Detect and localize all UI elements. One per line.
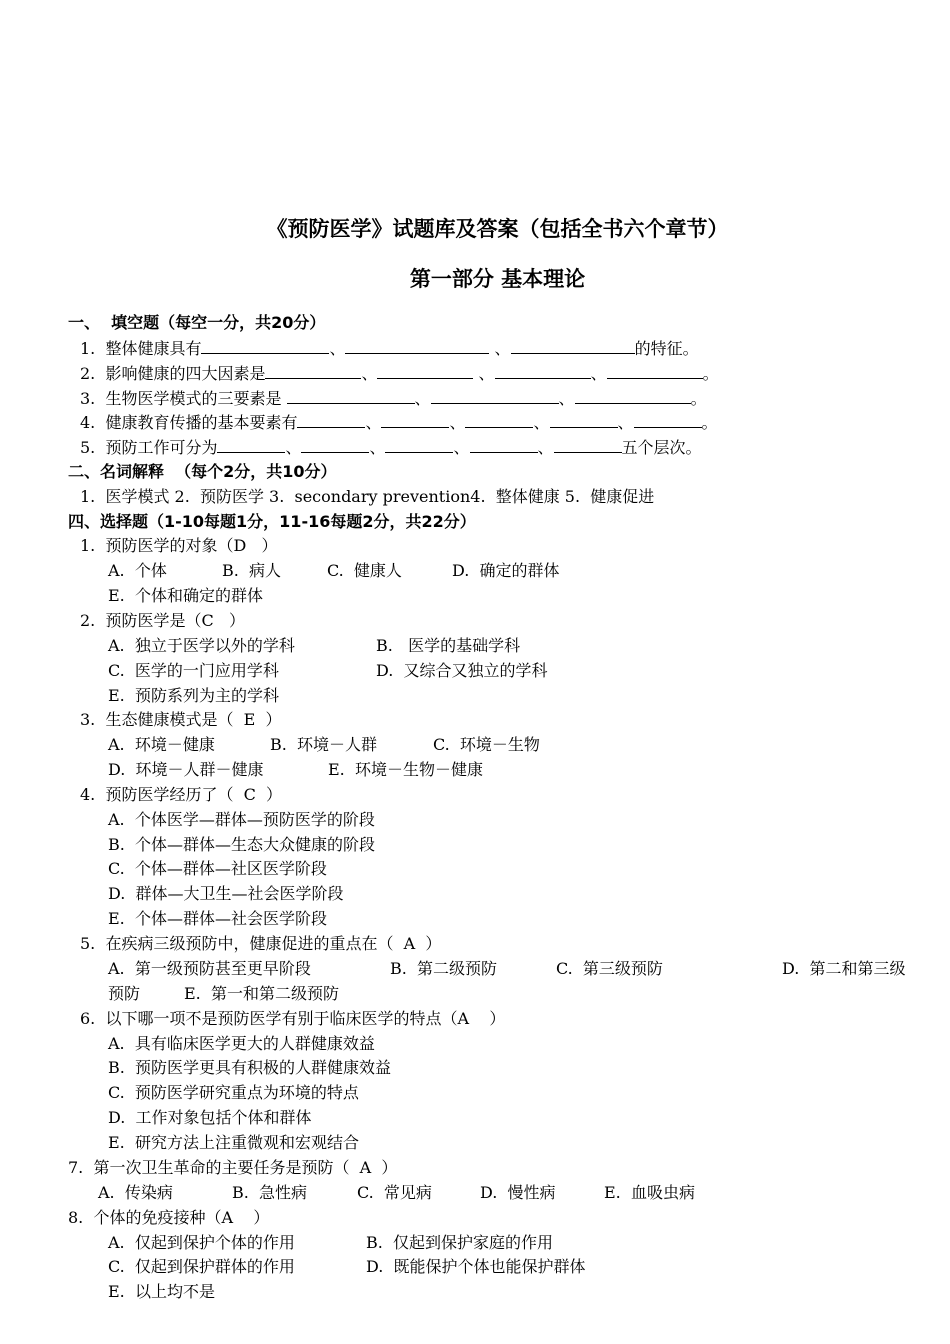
separator: 、 [473,364,495,383]
option-e: E. 个体和确定的群体 [108,586,263,605]
answer-blank [634,411,702,428]
option-e: E. 以上均不是 [108,1282,215,1301]
separator: 、 [329,339,346,358]
choice-question-2: 2. 预防医学是（C ） [80,611,245,630]
option-e: E. 第一和第二级预防 [184,984,339,1003]
option-c: C. 仅起到保护群体的作用 [108,1257,295,1276]
option-a: A. 个体 [108,561,167,580]
option-c: C. 常见病 [357,1183,432,1202]
option-c: C. 健康人 [327,561,402,580]
separator: 、 [449,413,466,432]
question-text: 1. 整体健康具有 [80,339,202,358]
option-c: C. 个体—群体—社区医学阶段 [108,859,327,878]
question-tail: 五个层次。 [621,438,702,457]
answer-blank [607,362,703,379]
answer-blank [431,387,559,404]
question-tail: 。 [702,364,719,383]
choice-question-3: 3. 生态健康模式是（ E ） [80,710,282,729]
answer-blank [345,337,489,354]
separator: 、 [558,389,575,408]
question-tail: 。 [701,413,718,432]
section-fill-in-heading: 一、 填空题（每空一分，共20分） [68,313,326,332]
choice-question-7: 7. 第一次卫生革命的主要任务是预防（ A ） [68,1158,398,1177]
option-b: B. 病人 [222,561,282,580]
answer-blank [465,411,533,428]
separator: 、 [365,413,382,432]
answer-blank [287,387,415,404]
answer-blank [550,411,618,428]
option-b: B. 急性病 [232,1183,308,1202]
question-text: 3. 生物医学模式的三要素是 [80,389,287,408]
question-tail: 的特征。 [634,339,699,358]
question-text: 2. 影响健康的四大因素是 [80,364,266,383]
option-b: B. 个体—群体—生态大众健康的阶段 [108,835,376,854]
option-d: D. 确定的群体 [452,561,560,580]
option-c: C. 预防医学研究重点为环境的特点 [108,1083,359,1102]
separator: 、 [453,438,470,457]
choice-question-8: 8. 个体的免疫接种（A ） [68,1208,270,1227]
separator: 、 [617,413,634,432]
answer-blank [385,436,453,453]
answer-blank [554,436,622,453]
option-d-continued: 预防 [108,984,141,1003]
fill-question-4 [80,411,718,434]
option-b: B. 环境－人群 [270,735,378,754]
separator: 、 [533,413,550,432]
option-c: C. 第三级预防 [556,959,663,978]
option-a: A. 独立于医学以外的学科 [108,636,295,655]
answer-blank [381,411,449,428]
answer-blank [265,362,361,379]
separator: 、 [414,389,431,408]
option-d: D. 群体—大卫生—社会医学阶段 [108,884,344,903]
option-e: E. 研究方法上注重微观和宏观结合 [108,1133,359,1152]
section-terms-heading: 二、名词解释 （每个2分，共10分） [68,462,337,481]
option-b: B. 仅起到保护家庭的作用 [366,1233,554,1252]
option-d: D. 环境－人群－健康 [108,760,264,779]
separator: 、 [285,438,302,457]
option-a: A. 第一级预防甚至更早阶段 [108,959,311,978]
option-c: C. 医学的一门应用学科 [108,661,279,680]
answer-blank [301,436,369,453]
choice-question-4: 4. 预防医学经历了（ C ） [80,785,283,804]
answer-blank [297,411,365,428]
fill-question-5 [80,436,702,459]
fill-question-2 [80,362,719,385]
option-a: A. 环境－健康 [108,735,215,754]
option-d: D. 又综合又独立的学科 [376,661,548,680]
choice-question-1: 1. 预防医学的对象（D ） [80,536,278,555]
answer-blank [217,436,285,453]
option-c: C. 环境－生物 [433,735,540,754]
fill-question-3 [80,387,707,410]
option-d: D. 慢性病 [480,1183,556,1202]
option-d: D. 第二和第三级 [782,959,906,978]
option-e: E. 预防系列为主的学科 [108,686,279,705]
choice-question-6: 6. 以下哪一项不是预防医学有别于临床医学的特点（A ） [80,1009,506,1028]
answer-blank [470,436,538,453]
terms-line: 1. 医学模式 2. 预防医学 3. secondary prevention4. 整体健康 5. 健康促进 [80,487,655,506]
question-tail: 。 [690,389,707,408]
option-a: A. 传染病 [98,1183,173,1202]
separator: 、 [537,438,554,457]
option-b: B. 医学的基础学科 [376,636,521,655]
separator: 、 [590,364,607,383]
option-a: A. 具有临床医学更大的人群健康效益 [108,1034,375,1053]
option-e: E. 血吸虫病 [604,1183,695,1202]
answer-blank [495,362,591,379]
option-a: A. 仅起到保护个体的作用 [108,1233,295,1252]
separator: 、 [489,339,511,358]
part-title: 第一部分 基本理论 [409,267,586,291]
choice-question-5: 5. 在疾病三级预防中，健康促进的重点在（ A ） [80,934,442,953]
option-d: D. 工作对象包括个体和群体 [108,1108,312,1127]
option-d: D. 既能保护个体也能保护群体 [366,1257,586,1276]
question-text: 4. 健康教育传播的基本要素有 [80,413,298,432]
option-b: B. 预防医学更具有积极的人群健康效益 [108,1058,392,1077]
answer-blank [377,362,473,379]
option-e: E. 环境－生物－健康 [328,760,483,779]
section-choice-heading: 四、选择题（1-10每题1分，11-16每题2分，共22分） [68,512,476,531]
document-title: 《预防医学》试题库及答案（包括全书六个章节） [266,217,729,241]
option-a: A. 个体医学—群体—预防医学的阶段 [108,810,375,829]
option-b: B. 第二级预防 [390,959,498,978]
answer-blank [575,387,691,404]
answer-blank [511,337,635,354]
fill-question-1 [80,337,699,360]
separator: 、 [361,364,378,383]
question-text: 5. 预防工作可分为 [80,438,218,457]
separator: 、 [369,438,386,457]
option-e: E. 个体—群体—社会医学阶段 [108,909,327,928]
answer-blank [201,337,329,354]
